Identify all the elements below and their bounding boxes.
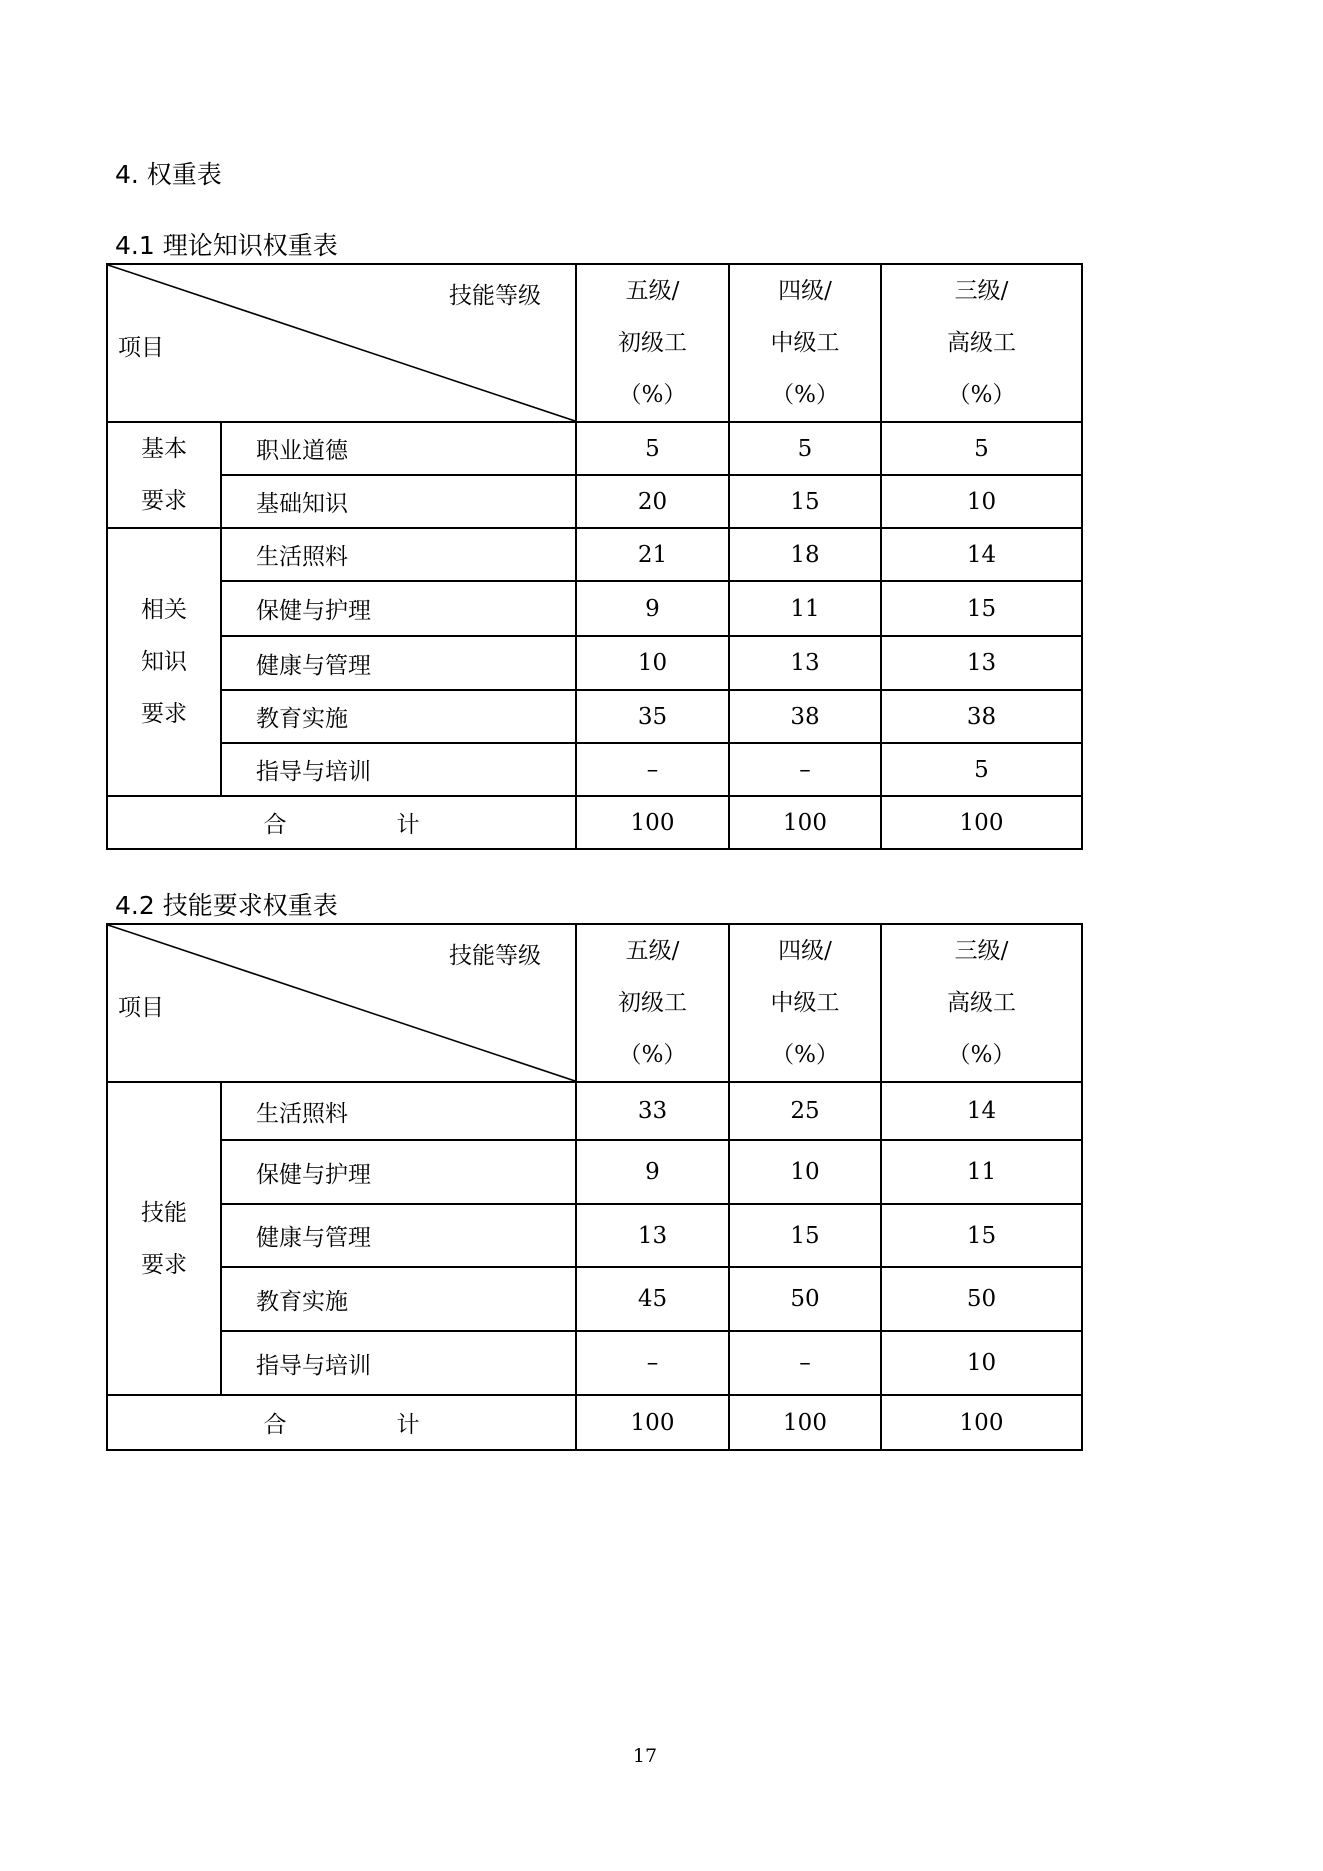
level-header <box>881 264 1082 422</box>
item-name: 指导与培训 <box>221 1331 576 1395</box>
group-label-line: 知识 <box>141 649 187 675</box>
value-cell: 18 <box>729 528 881 581</box>
value-cell: 5 <box>576 422 729 475</box>
table-row <box>107 1082 1082 1140</box>
corner-left-label: 项目 <box>118 335 164 361</box>
table-row <box>107 581 1082 636</box>
group-label-line: 相关 <box>141 597 187 623</box>
item-name: 保健与护理 <box>221 581 576 636</box>
value-cell: – <box>576 743 729 796</box>
corner-left-label: 项目 <box>118 995 164 1021</box>
value-cell: 45 <box>576 1267 729 1331</box>
total-row <box>107 796 1082 849</box>
level-line: 四级/ <box>778 278 832 304</box>
item-name: 指导与培训 <box>221 743 576 796</box>
total-value: 100 <box>881 1395 1082 1450</box>
value-cell: 21 <box>576 528 729 581</box>
level-header <box>729 264 881 422</box>
value-cell: 20 <box>576 475 729 528</box>
table-row <box>107 422 1082 475</box>
value-cell: 15 <box>729 1204 881 1267</box>
group-label-line: 要求 <box>141 701 187 727</box>
level-line: 高级工 <box>947 330 1016 356</box>
table-row <box>107 743 1082 796</box>
level-line: （%） <box>947 1042 1016 1068</box>
total-label <box>107 796 576 849</box>
group-label <box>107 422 221 528</box>
table-row <box>107 1204 1082 1267</box>
table-row <box>107 1267 1082 1331</box>
total-label-b: 计 <box>396 1412 420 1438</box>
total-value: 100 <box>729 1395 881 1450</box>
level-header <box>576 924 729 1082</box>
value-cell: 13 <box>576 1204 729 1267</box>
value-cell: 13 <box>729 636 881 690</box>
level-line: 三级/ <box>954 938 1009 964</box>
level-line: 五级/ <box>625 938 680 964</box>
value-cell: – <box>576 1331 729 1395</box>
total-label-a: 合 <box>263 812 287 838</box>
value-cell: 50 <box>729 1267 881 1331</box>
level-line: 中级工 <box>770 330 840 356</box>
total-label-b: 计 <box>396 812 420 838</box>
total-value: 100 <box>576 1395 729 1450</box>
value-cell: 35 <box>576 690 729 743</box>
total-value: 100 <box>881 796 1082 849</box>
value-cell: 9 <box>576 1140 729 1204</box>
value-cell: 10 <box>576 636 729 690</box>
value-cell: 33 <box>576 1082 729 1140</box>
value-cell: 13 <box>881 636 1082 690</box>
value-cell: 10 <box>729 1140 881 1204</box>
corner-top-label: 技能等级 <box>449 283 541 309</box>
skills-weight-table <box>106 923 1081 1451</box>
value-cell: 15 <box>881 1204 1082 1267</box>
level-line: 三级/ <box>954 278 1009 304</box>
level-line: （%） <box>618 382 687 408</box>
table-row <box>107 690 1082 743</box>
item-name: 教育实施 <box>221 690 576 743</box>
level-line: 初级工 <box>618 330 687 356</box>
value-cell: 11 <box>881 1140 1082 1204</box>
value-cell: 10 <box>881 475 1082 528</box>
table-row <box>107 528 1082 581</box>
value-cell: 38 <box>881 690 1082 743</box>
corner-header <box>107 264 576 422</box>
section-title: 4. 权重表 <box>115 160 222 189</box>
total-label-a: 合 <box>263 1412 287 1438</box>
group-label-line: 技能 <box>141 1199 187 1226</box>
value-cell: 25 <box>729 1082 881 1140</box>
value-cell: 5 <box>729 422 881 475</box>
value-cell: 38 <box>729 690 881 743</box>
page-number: 17 <box>632 1745 658 1767</box>
theory-weight-table <box>106 263 1081 850</box>
group-label <box>107 528 221 796</box>
total-value: 100 <box>576 796 729 849</box>
item-name: 生活照料 <box>221 1082 576 1140</box>
value-cell: 14 <box>881 1082 1082 1140</box>
item-name: 教育实施 <box>221 1267 576 1331</box>
value-cell: 14 <box>881 528 1082 581</box>
value-cell: 50 <box>881 1267 1082 1331</box>
value-cell: 10 <box>881 1331 1082 1395</box>
item-name: 保健与护理 <box>221 1140 576 1204</box>
total-value: 100 <box>729 796 881 849</box>
table-row <box>107 475 1082 528</box>
value-cell: – <box>729 743 881 796</box>
level-line: 初级工 <box>618 990 687 1016</box>
level-line: （%） <box>947 382 1016 408</box>
corner-header <box>107 924 576 1082</box>
item-name: 基础知识 <box>221 475 576 528</box>
table-row <box>107 1331 1082 1395</box>
group-label-line: 要求 <box>141 488 187 514</box>
table-row <box>107 636 1082 690</box>
group-label-line: 要求 <box>141 1251 187 1278</box>
value-cell: 5 <box>881 422 1082 475</box>
level-line: （%） <box>618 1042 687 1068</box>
item-name: 健康与管理 <box>221 1204 576 1267</box>
total-label <box>107 1395 576 1450</box>
level-header <box>576 264 729 422</box>
item-name: 生活照料 <box>221 528 576 581</box>
table-row <box>107 1140 1082 1204</box>
value-cell: 15 <box>881 581 1082 636</box>
level-line: 四级/ <box>778 938 832 964</box>
value-cell: 15 <box>729 475 881 528</box>
value-cell: 5 <box>881 743 1082 796</box>
level-line: 高级工 <box>947 990 1016 1016</box>
item-name: 健康与管理 <box>221 636 576 690</box>
level-header <box>881 924 1082 1082</box>
level-line: （%） <box>771 1042 839 1068</box>
value-cell: 9 <box>576 581 729 636</box>
table-title-skills: 4.2 技能要求权重表 <box>115 891 338 920</box>
table-title-theory: 4.1 理论知识权重表 <box>115 231 338 260</box>
level-line: 中级工 <box>770 990 840 1016</box>
corner-top-label: 技能等级 <box>449 943 541 969</box>
total-row <box>107 1395 1082 1450</box>
level-line: 五级/ <box>625 278 680 304</box>
item-name: 职业道德 <box>221 422 576 475</box>
level-line: （%） <box>771 382 839 408</box>
group-label-line: 基本 <box>141 436 187 462</box>
level-header <box>729 924 881 1082</box>
group-label <box>107 1082 221 1395</box>
value-cell: – <box>729 1331 881 1395</box>
value-cell: 11 <box>729 581 881 636</box>
